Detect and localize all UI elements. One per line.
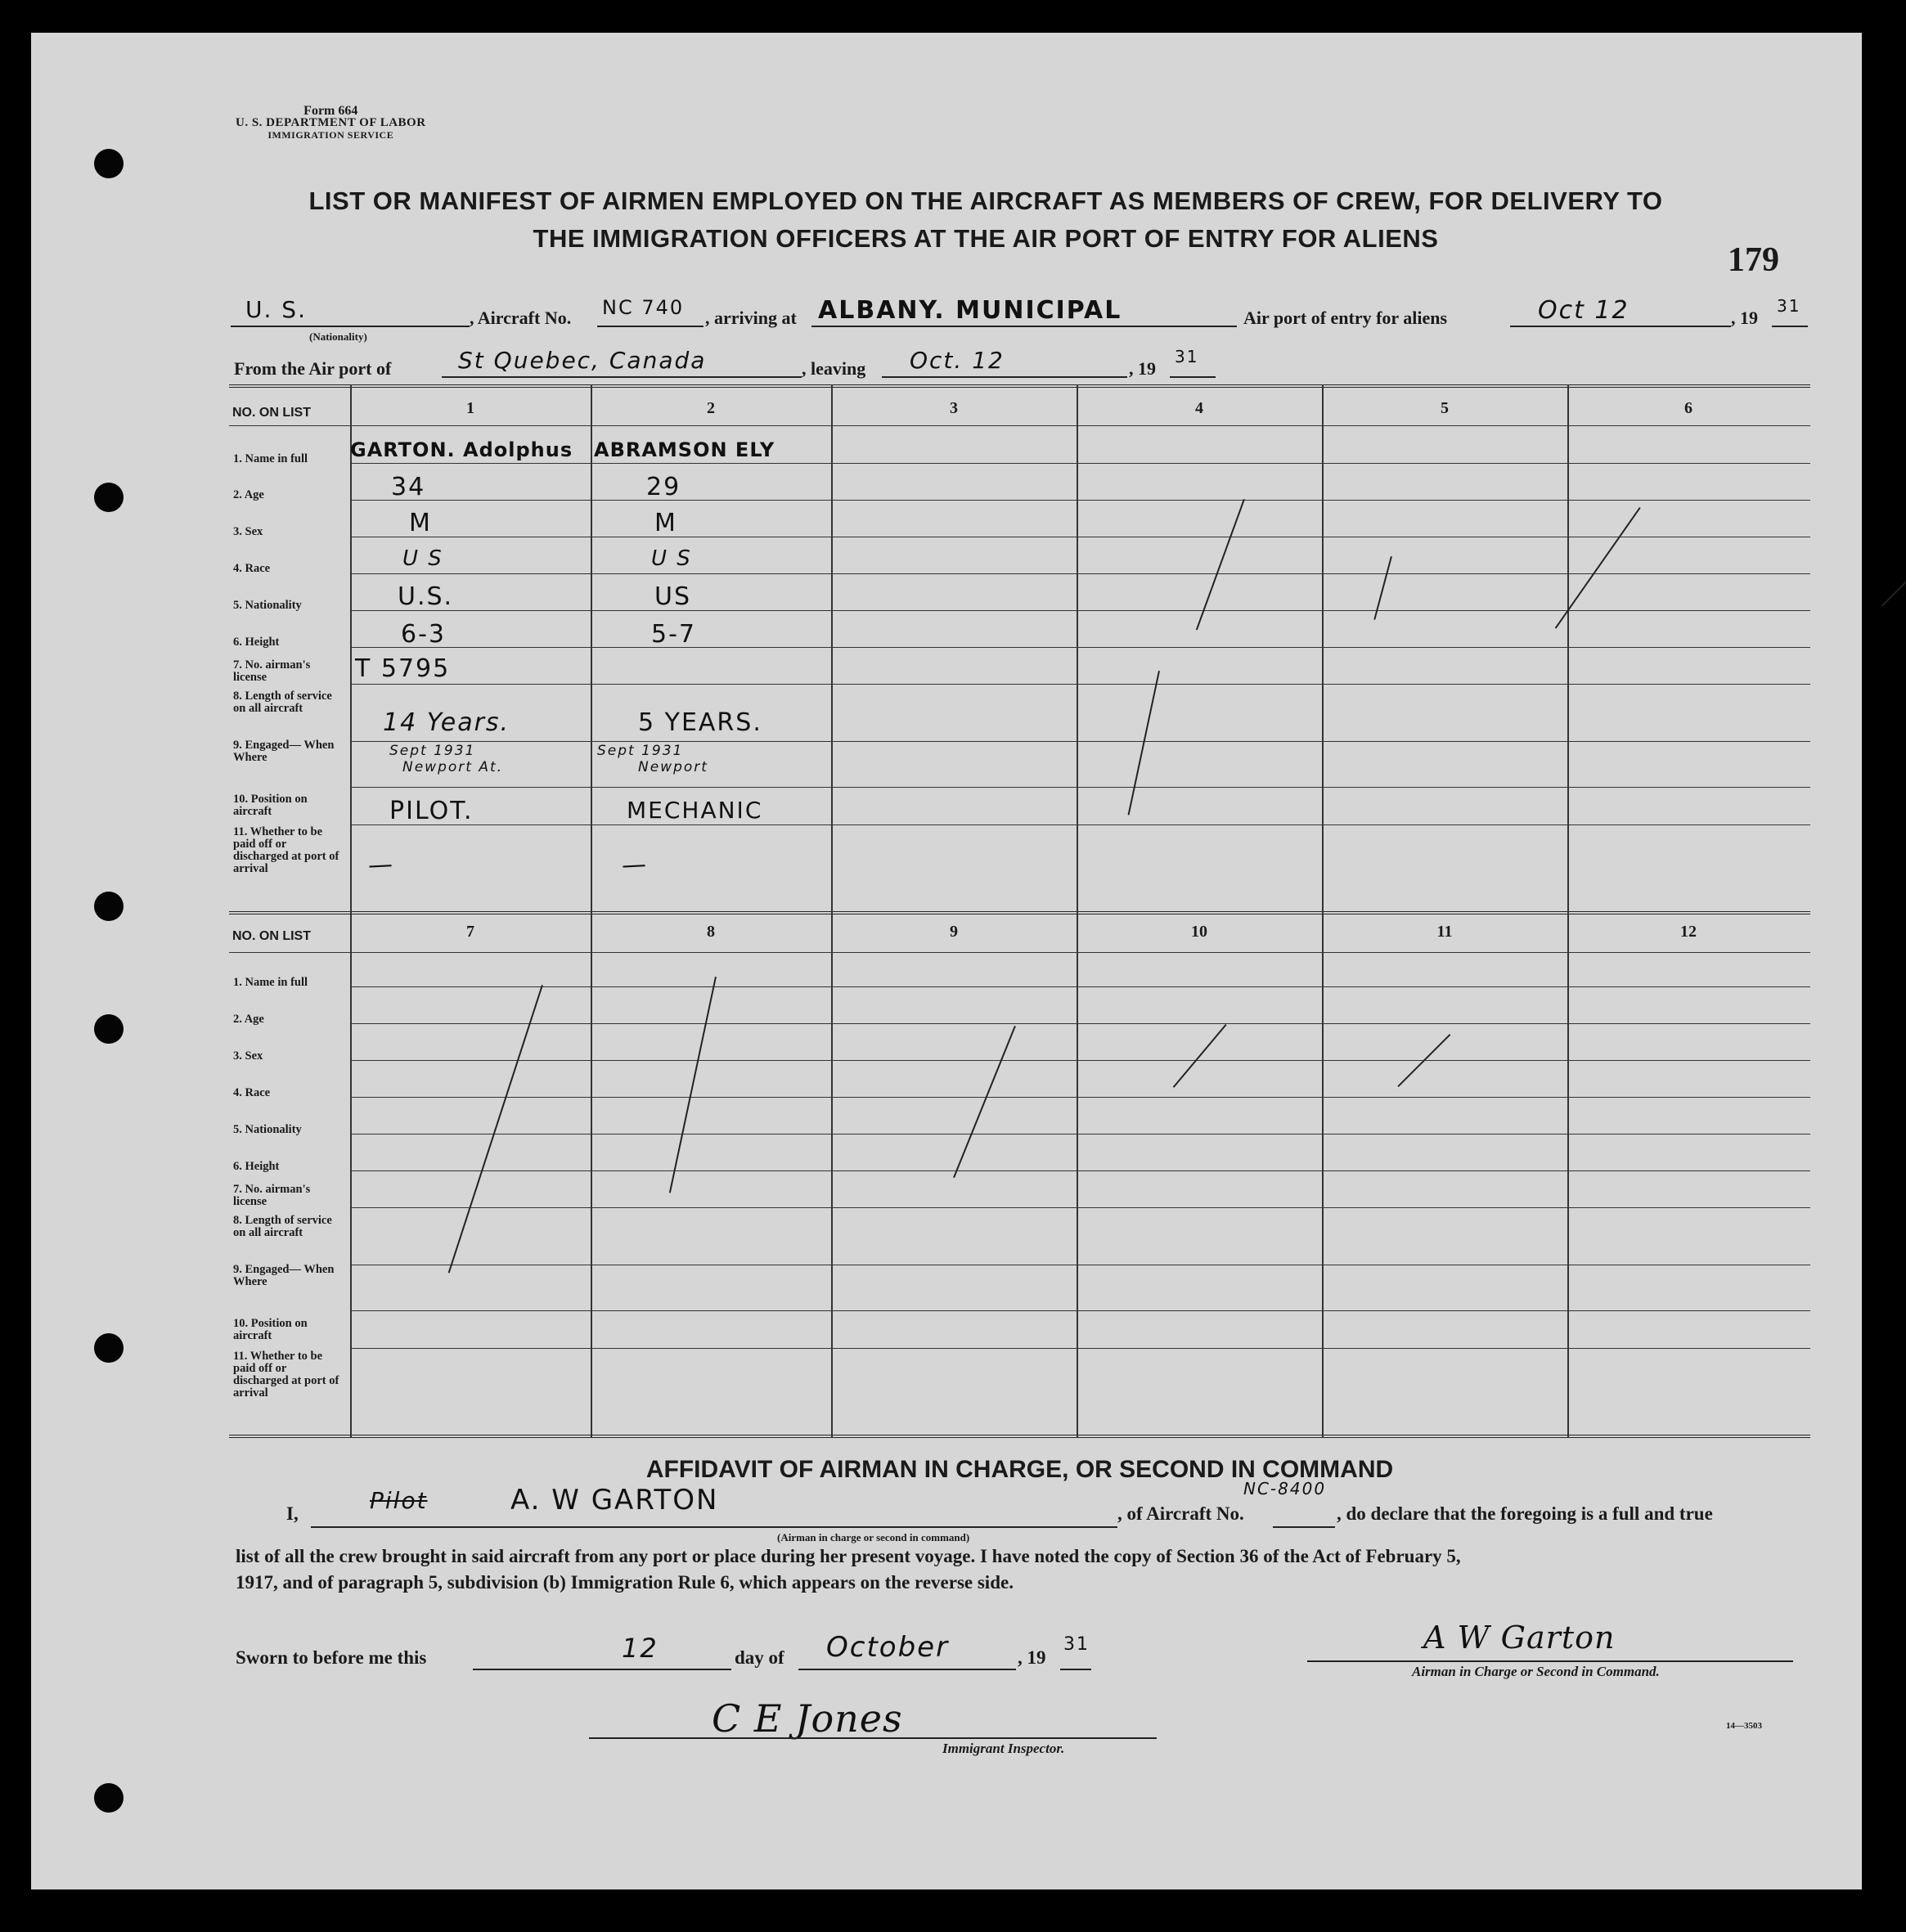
column-number: 5 — [1441, 399, 1449, 417]
leaving-year-prefix: , 19 — [1129, 358, 1156, 379]
affidavit-body-line-3: 1917, and of paragraph 5, subdivision (b) Immigration Rule 6, which appears on the reverse side. — [236, 1572, 1014, 1593]
struck-word: Pilot — [370, 1487, 428, 1514]
form-number: Form 664 — [303, 104, 358, 118]
crew-2-paid-off: — — [621, 850, 649, 880]
arriving-label: , arriving at — [705, 308, 797, 328]
row-label-name: 1. Name in full — [233, 976, 308, 989]
punch-hole-icon — [94, 1783, 124, 1813]
crew-2-position: MECHANIC — [627, 797, 763, 824]
from-port: St Quebec, Canada — [458, 347, 707, 374]
row-label-paid-off: 11. Whether to be paid off or discharged at port of arrival — [233, 825, 339, 875]
form-identifier — [236, 105, 426, 142]
from-label: From the Air port of — [234, 358, 392, 379]
sworn-day: 12 — [622, 1633, 659, 1664]
crew-1-service: 14 Years. — [383, 708, 510, 737]
crew-1-name: GARTON. Adolphus — [350, 438, 573, 461]
crew-1-license: T 5795 — [355, 654, 451, 683]
punch-hole-icon — [94, 149, 124, 178]
row-label-age: 2. Age — [233, 488, 264, 501]
crew-table-top — [229, 384, 1810, 914]
entry-label: Air port of entry for aliens — [1243, 308, 1448, 328]
aircraft-label: , Aircraft No. — [470, 308, 572, 328]
column-number: 2 — [707, 399, 715, 417]
row-label-license: 7. No. airman's license — [233, 1183, 311, 1208]
punch-hole-icon — [94, 892, 124, 921]
service-name: IMMIGRATION SERVICE — [267, 129, 394, 141]
crew-1-engaged-where: Newport At. — [402, 759, 504, 775]
row-label-service: 8. Length of service on all aircraft — [233, 690, 332, 715]
column-number: 8 — [707, 923, 715, 941]
column-number: 6 — [1684, 399, 1692, 417]
entry-year-prefix: , 19 — [1731, 308, 1758, 328]
crew-2-race: U S — [651, 546, 692, 571]
affidavit-aircraft-number: NC-8400 — [1243, 1479, 1327, 1498]
column-number: 1 — [466, 399, 474, 417]
page-number: 179 — [1728, 241, 1779, 279]
crew-1-age: 34 — [391, 473, 426, 501]
blank-column-slash — [1173, 1024, 1227, 1088]
airman-signature-caption: Airman in Charge or Second in Command. — [1412, 1664, 1660, 1679]
airman-signature: A W Garton — [1423, 1620, 1616, 1656]
blank-column-slash — [448, 985, 543, 1274]
crew-2-height: 5-7 — [651, 620, 696, 649]
column-number: 3 — [950, 399, 958, 417]
blank-column-slash — [953, 1026, 1016, 1178]
department-name: U. S. DEPARTMENT OF LABOR — [236, 116, 426, 129]
punch-hole-icon — [94, 1333, 124, 1363]
day-of-label: day of — [735, 1647, 784, 1668]
row-label-age: 2. Age — [233, 1013, 264, 1026]
crew-table-bottom — [229, 914, 1810, 1438]
crew-1-engaged-when: Sept 1931 — [389, 743, 476, 759]
crew-1-height: 6-3 — [401, 620, 446, 649]
entry-date: Oct 12 — [1538, 296, 1630, 325]
row-label-license: 7. No. airman's license — [233, 658, 311, 684]
no-on-list-label: NO. ON LIST — [232, 406, 311, 420]
row-label-sex: 3. Sex — [233, 1049, 263, 1063]
inspector-caption: Immigrant Inspector. — [942, 1741, 1065, 1756]
crew-1-sex: M — [409, 509, 432, 537]
crew-2-name: ABRAMSON ELY — [594, 438, 775, 461]
affidavit-title: AFFIDAVIT OF AIRMAN IN CHARGE, OR SECOND IN COMMAND — [645, 1456, 1394, 1483]
row-label-engaged: 9. Engaged— When Where — [233, 739, 335, 764]
arriving-at-value: ALBANY. MUNICIPAL — [818, 296, 1122, 325]
inspector-signature: C E Jones — [712, 1696, 903, 1741]
crew-2-nationality: US — [654, 582, 692, 611]
sworn-year-prefix: , 19 — [1018, 1647, 1046, 1668]
airman-name: A. W GARTON — [510, 1484, 719, 1516]
row-label-name: 1. Name in full — [233, 452, 308, 465]
sworn-label: Sworn to before me this — [236, 1647, 427, 1668]
row-label-service: 8. Length of service on all aircraft — [233, 1214, 332, 1239]
row-label-paid-off: 11. Whether to be paid off or discharged at port of arrival — [233, 1350, 339, 1400]
column-number: 9 — [950, 923, 958, 941]
punch-hole-icon — [94, 1014, 124, 1044]
row-label-engaged: 9. Engaged— When Where — [233, 1263, 335, 1288]
row-label-height: 6. Height — [233, 636, 280, 649]
blank-column-slash — [669, 977, 717, 1193]
row-label-race: 4. Race — [233, 1086, 271, 1099]
row-label-position: 10. Position on aircraft — [233, 793, 308, 818]
row-label-race: 4. Race — [233, 562, 271, 575]
leaving-date: Oct. 12 — [910, 347, 1005, 374]
airman-caption: (Airman in charge or second in command) — [777, 1531, 970, 1543]
no-on-list-label: NO. ON LIST — [232, 929, 311, 943]
punch-hole-icon — [94, 483, 124, 512]
column-number: 11 — [1436, 923, 1453, 941]
crew-1-race: U S — [402, 546, 443, 571]
sworn-year: 31 — [1063, 1634, 1090, 1655]
row-label-nationality: 5. Nationality — [233, 599, 302, 612]
leaving-year: 31 — [1175, 347, 1199, 366]
row-label-sex: 3. Sex — [233, 525, 263, 538]
row-label-nationality: 5. Nationality — [233, 1123, 302, 1136]
affidavit-body-line-2: list of all the crew brought in said aircraft from any port or place during her present voyage. I have noted the copy of Section 36 of the Act of February 5, — [236, 1546, 1461, 1566]
title-line-2: THE IMMIGRATION OFFICERS AT THE AIR PORT OF ENTRY FOR ALIENS — [533, 224, 1439, 253]
crew-2-sex: M — [654, 509, 677, 537]
crew-2-age: 29 — [646, 473, 681, 501]
of-aircraft-label: , of Aircraft No. — [1117, 1503, 1244, 1524]
declare-text: , do declare that the foregoing is a full and true — [1337, 1503, 1713, 1524]
crew-2-engaged-when: Sept 1931 — [597, 743, 684, 759]
blank-column-slash — [1881, 530, 1906, 606]
crew-1-position: PILOT. — [389, 797, 474, 825]
nationality-caption: (Nationality) — [309, 330, 367, 343]
affidavit-i-label: I, — [286, 1503, 299, 1524]
crew-2-service: 5 YEARS. — [638, 708, 762, 737]
row-label-height: 6. Height — [233, 1160, 280, 1173]
column-number: 7 — [466, 923, 474, 941]
crew-1-nationality: U.S. — [398, 582, 454, 611]
column-number: 10 — [1191, 923, 1207, 941]
nationality-value: U. S. — [245, 296, 307, 323]
aircraft-number: NC 740 — [602, 296, 685, 319]
column-number: 4 — [1195, 399, 1203, 417]
crew-1-paid-off: — — [367, 850, 395, 880]
column-number: 12 — [1680, 923, 1697, 941]
title-line-1: LIST OR MANIFEST OF AIRMEN EMPLOYED ON THE AIRCRAFT AS MEMBERS OF CREW, FOR DELIVERY TO — [308, 186, 1663, 215]
crew-2-engaged-where: Newport — [638, 759, 708, 775]
print-code: 14—3503 — [1726, 1721, 1762, 1731]
entry-year: 31 — [1777, 296, 1801, 316]
row-label-position: 10. Position on aircraft — [233, 1317, 308, 1342]
sworn-month: October — [826, 1631, 950, 1664]
blank-column-slash — [1128, 671, 1160, 815]
leaving-label: , leaving — [802, 358, 866, 379]
